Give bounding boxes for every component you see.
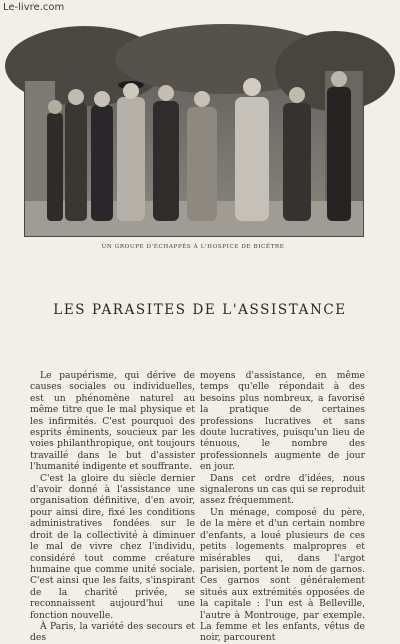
watermark: Le-livre.com bbox=[3, 2, 65, 13]
photograph bbox=[24, 40, 364, 237]
article-column-left bbox=[30, 370, 195, 644]
photo-caption: UN GROUPE D'ÉCHAPPÉS À L'HOSPICE DE BICÊTRE bbox=[101, 244, 285, 250]
group-photo-illustration bbox=[25, 41, 363, 236]
article-column-right bbox=[200, 370, 365, 644]
article-title: LES PARASITES DE L'ASSISTANCE bbox=[53, 302, 347, 318]
paragraph: Dans cet ordre d'idées, nous signalerons un cas qui se reproduit assez fréquemment. bbox=[200, 472, 365, 507]
paragraph: moyens d'assistance, en même temps qu'elle répondait à des besoins plus nombreux, a favorisé la pratique de certaines professions lucratives et sans doute lucratives, puisqu'un lieu de ténuous, le nombre des professionnels augmente de jour en jour. bbox=[200, 370, 365, 473]
paragraph: Le paupérisme, qui dérive de causes sociales ou individuelles, est un phénomène naturel au même titre que le mal physique et les infirmités. C'est pourquoi des esprits éminents, soucieux par les voies philanthropique, ont toujours travaillé dans le but d'assister l'humanité indigente et souffrante. bbox=[30, 370, 195, 473]
paragraph: C'est la gloire du siècle dernier d'avoir donné à l'assistance une organisation définitive, d'en avoir, pour ainsi dire, fixé les conditions administratives fondées sur le droit de la collectivité à diminuer le mal de vivre chez l'individu, considéré tout comme créature humaine que comme unité sociale. C'est ainsi que les faits, s'inspirant de la charité privée, se reconnaissent aujourd'hui une fonction nouvelle. bbox=[30, 472, 195, 621]
paragraph: À Paris, la variété des secours et des bbox=[30, 620, 195, 644]
paragraph: Un ménage, composé du père, de la mère et d'un certain nombre d'enfants, a loué plusieurs de ces petits logements malpropres et misérables qui, dans l'argot parisien, portent le nom de garnos. Ces garnos sont généralement situés aux extrémités opposées de la capitale : l'un est à Belleville, l'autre à Montrouge, par exemple. La femme et les enfants, vêtus de noir, parcourent bbox=[200, 506, 365, 644]
